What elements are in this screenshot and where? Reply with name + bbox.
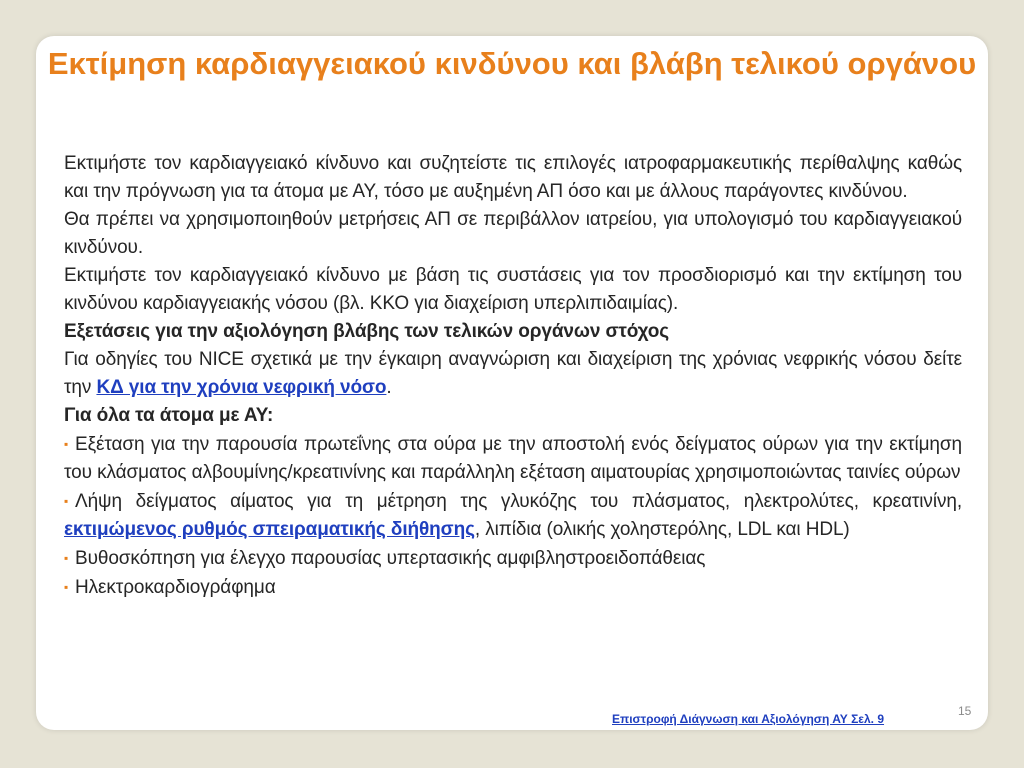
ckd-guideline-link[interactable]: ΚΔ για την χρόνια νεφρική νόσο bbox=[96, 377, 387, 398]
bullet-urine-test bbox=[64, 430, 962, 487]
nice-text: Για οδηγίες του NICE σχετικά με την έγκαιρη αναγνώριση και διαχείριση της χρόνιας νεφρικής νόσου δείτε την bbox=[64, 349, 962, 398]
bullet-marker-icon: ▪ bbox=[64, 551, 69, 565]
paragraph-nice-guidance bbox=[64, 346, 962, 402]
page-number: 15 bbox=[958, 704, 972, 718]
bullet-text: Ηλεκτροκαρδιογράφημα bbox=[75, 577, 276, 598]
return-link[interactable]: Επιστροφή Διάγνωση και Αξιολόγηση ΑΥ Σελ. 9 bbox=[612, 712, 885, 726]
nice-text-end: . bbox=[386, 377, 392, 398]
bullet-marker-icon: ▪ bbox=[64, 494, 69, 508]
heading-organ-damage-tests: Εξετάσεις για την αξιολόγηση βλάβης των τελικών οργάνων στόχος bbox=[64, 321, 670, 342]
bullet-text: Λήψη δείγματος αίματος για τη μέτρηση της γλυκόζης του πλάσματος, ηλεκτρολύτες, κρεατινίνη, bbox=[75, 491, 962, 512]
slide-body bbox=[64, 150, 962, 602]
bullet-text: Εξέταση για την παρουσία πρωτεΐνης στα ούρα με την αποστολή ενός δείγματος ούρων για την εκτίμηση του κλάσματος αλβουμίνης/κρεατινίνης και παράλληλη εξέταση αιματουρίας χρησιμοποιώντας ταινίες ούρων bbox=[64, 434, 962, 483]
paragraph-office-bp: Θα πρέπει να χρησιμοποιηθούν μετρήσεις ΑΠ σε περιβάλλον ιατρείου, για υπολογισμό του καρδιαγγειακού κινδύνου. bbox=[64, 209, 962, 258]
bullet-marker-icon: ▪ bbox=[64, 580, 69, 594]
heading-all-patients: Για όλα τα άτομα με ΑΥ: bbox=[64, 405, 274, 426]
paragraph-cardio-risk: Εκτιμήστε τον καρδιαγγειακό κίνδυνο και συζητείστε τις επιλογές ιατροφαρμακευτικής περίθαλψης καθώς και την πρόγνωση για τα άτομα με ΑΥ, τόσο με αυξημένη ΑΠ όσο και με άλλους παράγοντες κινδύνου. bbox=[64, 153, 962, 202]
bullet-fundoscopy bbox=[64, 544, 962, 573]
slide-title: Εκτίμηση καρδιαγγειακού κινδύνου και βλάβη τελικού οργάνου bbox=[47, 46, 977, 81]
paragraph-risk-assessment: Εκτιμήστε τον καρδιαγγειακό κίνδυνο με βάση τις συστάσεις για τον προσδιορισμό και την εκτίμηση του κινδύνου καρδιαγγειακής νόσου (βλ. ΚΚΟ για διαχείριση υπερλιπιδαιμίας). bbox=[64, 265, 962, 314]
bullet-text-end: , λιπίδια (ολικής χοληστερόλης, LDL και HDL) bbox=[474, 519, 850, 540]
egfr-link[interactable]: εκτιμώμενος ρυθμός σπειραματικής διήθησης bbox=[64, 519, 475, 540]
bullet-ecg bbox=[64, 573, 962, 602]
bullet-blood-test bbox=[64, 487, 962, 544]
bullet-marker-icon: ▪ bbox=[64, 437, 69, 451]
bullet-text: Βυθοσκόπηση για έλεγχο παρουσίας υπερτασικής αμφιβληστροειδοπάθειας bbox=[75, 548, 706, 569]
